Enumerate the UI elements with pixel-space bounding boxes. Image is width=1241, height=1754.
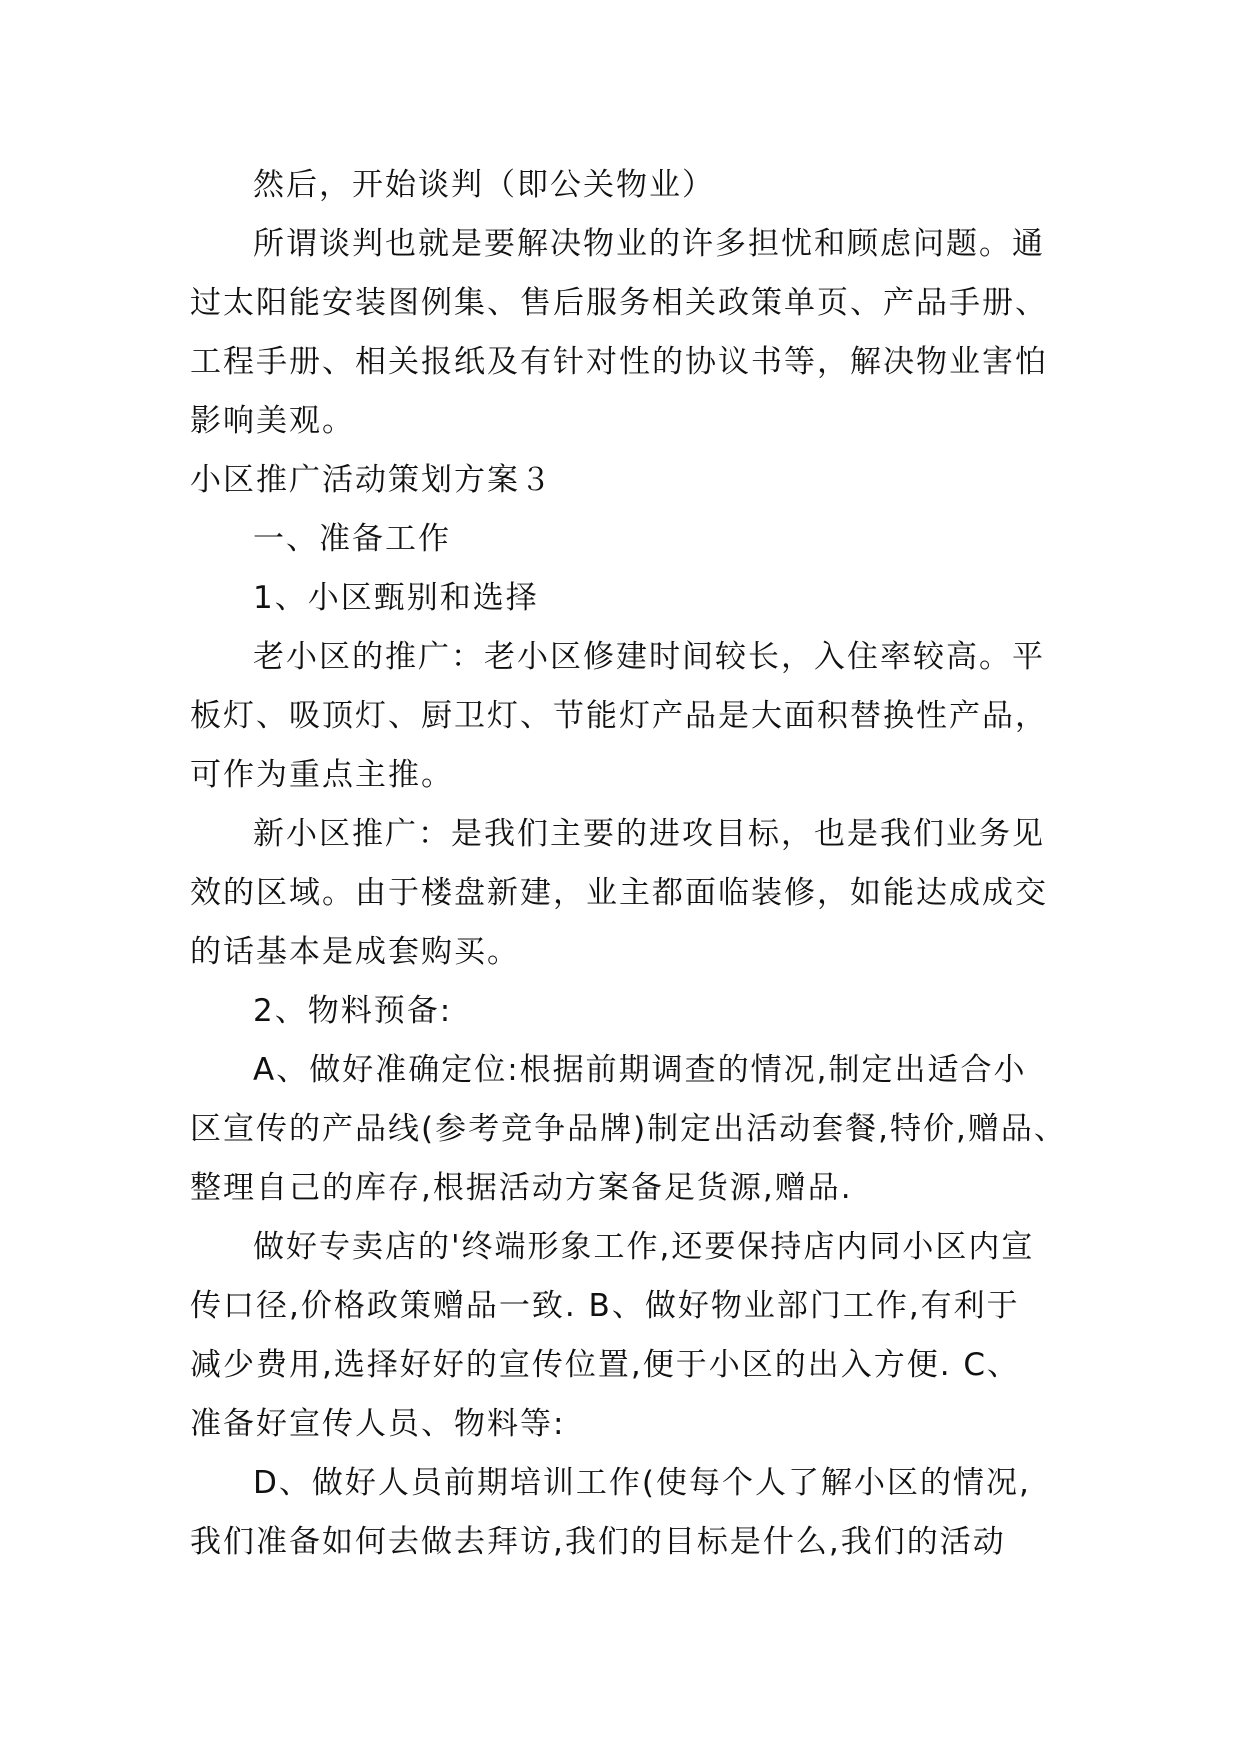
paragraph-line: 板灯、吸顶灯、厨卫灯、节能灯产品是大面积替换性产品， (190, 698, 1048, 734)
paragraph-line: 的话基本是成套购买。 (190, 934, 520, 970)
paragraph-line: 减少费用,选择好好的宣传位置,便于小区的出入方便. C、 (190, 1347, 1021, 1383)
paragraph-line: 可作为重点主推。 (190, 757, 454, 793)
paragraph-line: 我们准备如何去做去拜访,我们的目标是什么,我们的活动 (190, 1524, 1006, 1560)
paragraph-line: 所谓谈判也就是要解决物业的许多担忧和顾虑问题。通 (253, 226, 1045, 262)
paragraph-line: 传口径,价格政策赠品一致. B、做好物业部门工作,有利于 (190, 1288, 1020, 1324)
paragraph-line: 工程手册、相关报纸及有针对性的协议书等，解决物业害怕 (190, 344, 1048, 380)
paragraph-line: 整理自己的库存,根据活动方案备足货源,赠品. (190, 1170, 853, 1206)
paragraph-line: 效的区域。由于楼盘新建，业主都面临装修，如能达成成交 (190, 875, 1048, 911)
paragraph-line: 然后，开始谈判（即公关物业） (253, 167, 715, 203)
paragraph-line: 新小区推广：是我们主要的进攻目标，也是我们业务见 (253, 816, 1045, 852)
section-heading: 一、准备工作 (253, 521, 451, 557)
paragraph-line: 过太阳能安装图例集、售后服务相关政策单页、产品手册、 (190, 285, 1048, 321)
paragraph-line: 老小区的推广：老小区修建时间较长，入住率较高。平 (253, 639, 1045, 675)
paragraph-line: 区宣传的产品线(参考竞争品牌)制定出活动套餐,特价,赠品、 (190, 1111, 1067, 1147)
subsection-heading: 2、物料预备: (253, 993, 453, 1029)
paragraph-line: D、做好人员前期培训工作(使每个人了解小区的情况, (253, 1465, 1031, 1501)
subsection-heading: 1、小区甄别和选择 (253, 580, 539, 616)
paragraph-line: 准备好宣传人员、物料等: (190, 1406, 566, 1442)
paragraph-line: 影响美观。 (190, 403, 355, 439)
paragraph-line: 做好专卖店的'终端形象工作,还要保持店内同小区内宣 (253, 1229, 1035, 1265)
paragraph-line: A、做好准确定位:根据前期调查的情况,制定出适合小 (253, 1052, 1027, 1088)
section-title: 小区推广活动策划方案３ (190, 462, 553, 498)
